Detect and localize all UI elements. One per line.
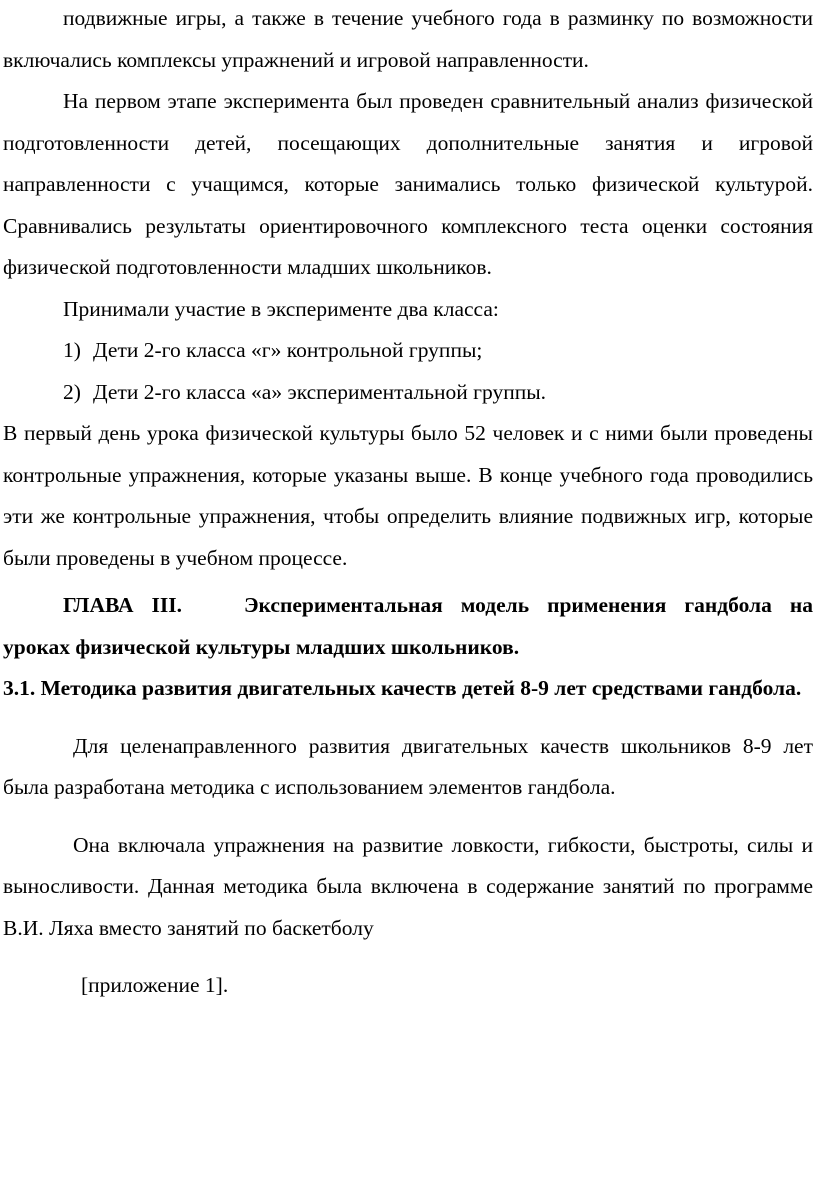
chapter-title: Экспериментальная модель применения гандбола на уроках физической культуры младших школьников. [3,593,813,659]
chapter-label: ГЛАВА III. [63,593,182,617]
appendix-reference: [приложение 1]. [81,973,229,997]
paragraph-first-stage: На первом этапе эксперимента был проведен сравнительный анализ физической подготовленности детей, посещающих дополнительные занятия и игровой направленности с учащимся, которые занимались только физической культурой. Сравнивались результаты ориентировочного комплексного теста оценки состояния физической подготовленности младших школьников. [3,89,813,279]
list-item-control-group [3,330,813,372]
chapter-heading [3,585,813,668]
list-number: 1) [63,338,81,362]
paragraph-participants: Принимали участие в эксперименте два класса: [63,296,499,321]
list-text: Дети 2-го класса «г» контрольной группы; [93,338,483,362]
paragraph-intro: подвижные игры, а также в течение учебного года в разминку по возможности включались комплексы упражнений и игровой направленности. [3,6,813,72]
paragraph-first-day: В первый день урока физической культуры было 52 человек и с ними были проведены контрольные упражнения, которые указаны выше. В конце учебного года проводились эти же контрольные упражнения, чтобы определить влияние подвижных игр, которые были проведены в учебном процессе. [3,421,813,570]
paragraph-exercises: Она включала упражнения на развитие ловкости, гибкости, быстроты, силы и выносливости. Данная методика была включена в содержание занятий по программе В.И. Ляха вместо занятий по баскетболу [3,832,813,940]
paragraph-methodology: Для целенаправленного развития двигательных качеств школьников 8-9 лет была разработана методика с использованием элементов гандбола. [3,733,813,799]
list-text: Дети 2-го класса «а» экспериментальной группы. [93,379,547,404]
list-item-experimental-group [3,372,813,414]
section-heading: 3.1. Методика развития двигательных качеств детей 8-9 лет средствами гандбола. [3,676,802,700]
list-number: 2) [63,379,81,404]
